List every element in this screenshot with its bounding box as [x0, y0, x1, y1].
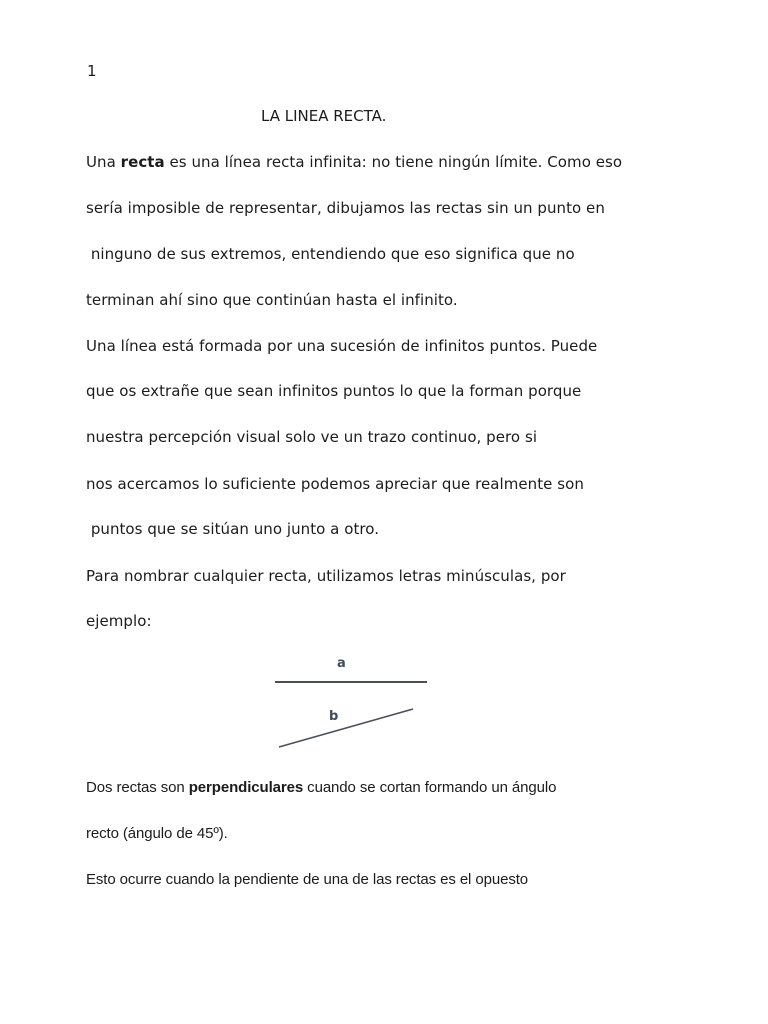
paragraph-2-line-4: nos acercamos lo suficiente podemos apreciar que realmente son: [86, 475, 584, 493]
page-number: 1: [87, 62, 97, 80]
bold-term-perpendiculares: perpendiculares: [188, 779, 304, 796]
text-run: es una línea recta infinita: no tiene ningún límite. Como eso: [164, 153, 623, 171]
text-run: cuando se cortan formando un ángulo: [303, 779, 557, 796]
lines-figure: [270, 650, 435, 755]
label-b: b: [329, 709, 339, 724]
line-b: [279, 709, 413, 747]
paragraph-1-line-4: terminan ahí sino que continúan hasta el infinito.: [86, 291, 458, 309]
bold-term-recta: recta: [120, 153, 165, 171]
text-run: Dos rectas son: [86, 779, 189, 796]
paragraph-4-line-3: Esto ocurre cuando la pendiente de una de las rectas es el opuesto: [86, 871, 529, 888]
paragraph-4-line-2: recto (ángulo de 45º).: [86, 825, 228, 842]
paragraph-2-line-5: puntos que se sitúan uno junto a otro.: [86, 520, 380, 538]
document-title: LA LINEA RECTA.: [261, 107, 387, 125]
paragraph-2-line-2: que os extrañe que sean infinitos puntos lo que la forman porque: [86, 382, 582, 400]
paragraph-4-line-1: [86, 778, 556, 798]
paragraph-3-line-1: Para nombrar cualquier recta, utilizamos letras minúsculas, por: [86, 567, 566, 585]
paragraph-1-line-1: [86, 152, 622, 172]
paragraph-3-line-2: ejemplo:: [86, 612, 152, 630]
text-run: Una: [86, 153, 121, 171]
lines-figure-svg: [270, 650, 435, 755]
label-a: a: [337, 656, 346, 671]
paragraph-2-line-1: Una línea está formada por una sucesión de infinitos puntos. Puede: [86, 337, 598, 355]
paragraph-1-line-3: ninguno de sus extremos, entendiendo que eso significa que no: [86, 245, 575, 263]
paragraph-1-line-2: sería imposible de representar, dibujamos las rectas sin un punto en: [86, 199, 605, 217]
paragraph-2-line-3: nuestra percepción visual solo ve un trazo continuo, pero si: [86, 428, 538, 446]
